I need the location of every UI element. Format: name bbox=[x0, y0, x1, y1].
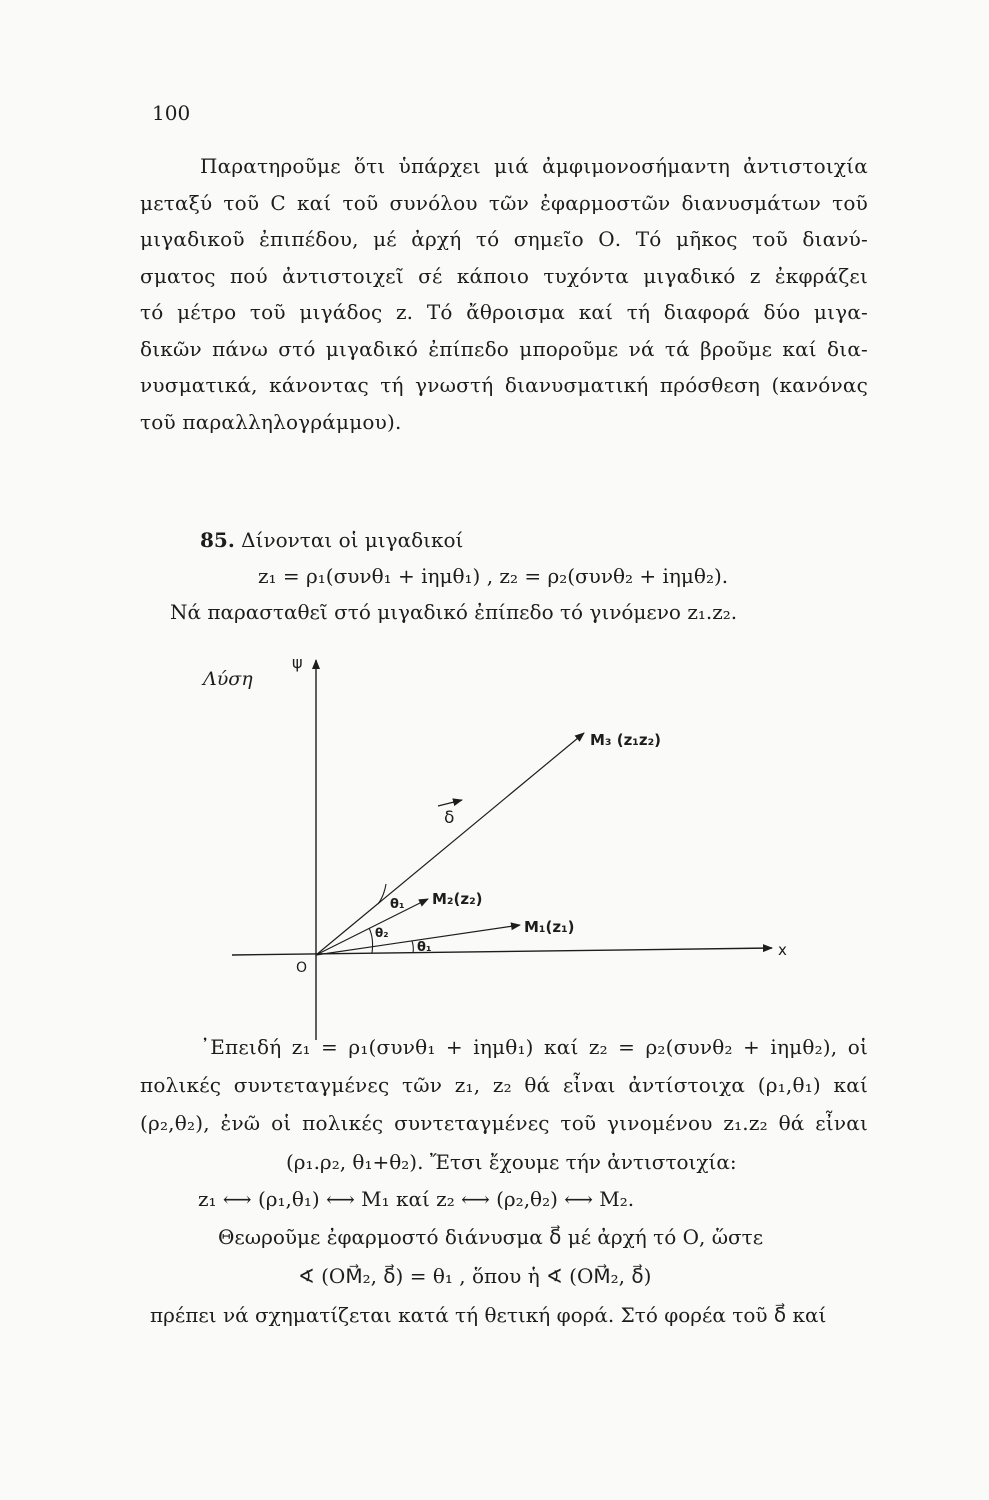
problem-given: Δίνονται οἱ μιγαδικοί bbox=[241, 528, 464, 552]
problem-formula: z₁ = ρ₁(συνθ₁ + iημθ₁) , z₂ = ρ₂(συνθ₂ + iημθ₂). bbox=[258, 564, 729, 588]
continuation-paragraph bbox=[140, 1028, 868, 1142]
polar-product-line: (ρ₁.ρ₂, θ₁+θ₂). Ἔτσι ἔχουμε τήν ἀντιστοιχία: bbox=[286, 1150, 737, 1174]
intro-line: Παρατηροῦμε ὅτι ὑπάρχει μιά ἀμφιμονοσήμαντη ἀντιστοιχία bbox=[200, 154, 868, 178]
point-m3-label: M₃ (z₁z₂) bbox=[590, 731, 662, 749]
theta1-top-label: θ₁ bbox=[390, 897, 405, 912]
theta2-label: θ₂ bbox=[375, 926, 389, 940]
point-m2-label: M₂(z₂) bbox=[432, 890, 483, 908]
origin-label: Ο bbox=[296, 960, 308, 976]
point-m1-label: M₁(z₁) bbox=[524, 918, 575, 936]
intro-line: τό μέτρο τοῦ μιγάδος z. Τό ἄθροισμα καί τή διαφορά δύο μιγα- bbox=[140, 300, 868, 324]
delta-label: δ bbox=[444, 808, 455, 828]
delta-overline bbox=[438, 800, 462, 806]
intro-line: μεταξύ τοῦ C καί τοῦ συνόλου τῶν ἐφαρμοστῶν διανυσμάτων τοῦ bbox=[140, 190, 868, 215]
problem-task: Νά παρασταθεῖ στό μιγαδικό ἐπίπεδο τό γινόμενο z₁.z₂. bbox=[170, 600, 738, 624]
last-line: πρέπει νά σχηματίζεται κατά τή θετική φορά. Στό φορέα τοῦ δ⃗ καί bbox=[150, 1303, 827, 1327]
page-number: 100 bbox=[152, 101, 191, 125]
x-axis bbox=[232, 948, 772, 955]
solution-label: Λύση bbox=[203, 668, 253, 690]
angle-arc-theta2 bbox=[369, 928, 373, 953]
intro-line: μιγαδικοῦ ἐπιπέδου, μέ ἀρχή τό σημεῖο Ο. Τό μῆκος τοῦ διανύ- bbox=[140, 227, 868, 251]
intro-line: δικῶν πάνω στό μιγαδικό ἐπίπεδο μποροῦμε νά τά βροῦμε καί δια- bbox=[140, 336, 868, 361]
continuation-line: ᾿Επειδή z₁ = ρ₁(συνθ₁ + iημθ₁) καί z₂ = ρ₂(συνθ₂ + iημθ₂), οἱ bbox=[200, 1035, 868, 1059]
intro-line: τοῦ παραλληλογράμμου). bbox=[140, 409, 402, 434]
continuation-line: πολικές συντεταγμένες τῶν z₁, z₂ θά εἶναι ἀντίστοιχα (ρ₁,θ₁) καί bbox=[140, 1073, 868, 1097]
angle-line: ∢ (OM⃗₂, δ⃗) = θ₁ , ὅπου ἡ ∢ (OM⃗₂, δ⃗) bbox=[298, 1264, 652, 1288]
problem-number: 85. bbox=[200, 528, 235, 552]
x-axis-label: x bbox=[778, 941, 787, 959]
vector-delta-line: Θεωροῦμε ἐφαρμοστό διάνυσμα δ⃗ μέ ἀρχή τό Ο, ὥστε bbox=[218, 1225, 764, 1249]
angle-arc-theta1-bottom bbox=[412, 941, 413, 953]
theta1-bottom-label: θ₁ bbox=[417, 940, 432, 955]
intro-line: νυσματικά, κάνοντας τή γνωστή διανυσματική πρόσθεση (κανόνας bbox=[140, 373, 868, 397]
y-axis-label: ψ bbox=[292, 653, 303, 672]
intro-line: σματος πού ἀντιστοιχεῖ σέ κάποιο τυχόντα μιγαδικό z ἐκφράζει bbox=[140, 263, 868, 288]
correspondence-line: z₁ ⟷ (ρ₁,θ₁) ⟷ M₁ καί z₂ ⟷ (ρ₂,θ₂) ⟷ M₂. bbox=[198, 1187, 635, 1211]
continuation-line: (ρ₂,θ₂), ἐνῶ οἱ πολικές συντεταγμένες τοῦ γινομένου z₁.z₂ θά εἶναι bbox=[140, 1111, 868, 1135]
